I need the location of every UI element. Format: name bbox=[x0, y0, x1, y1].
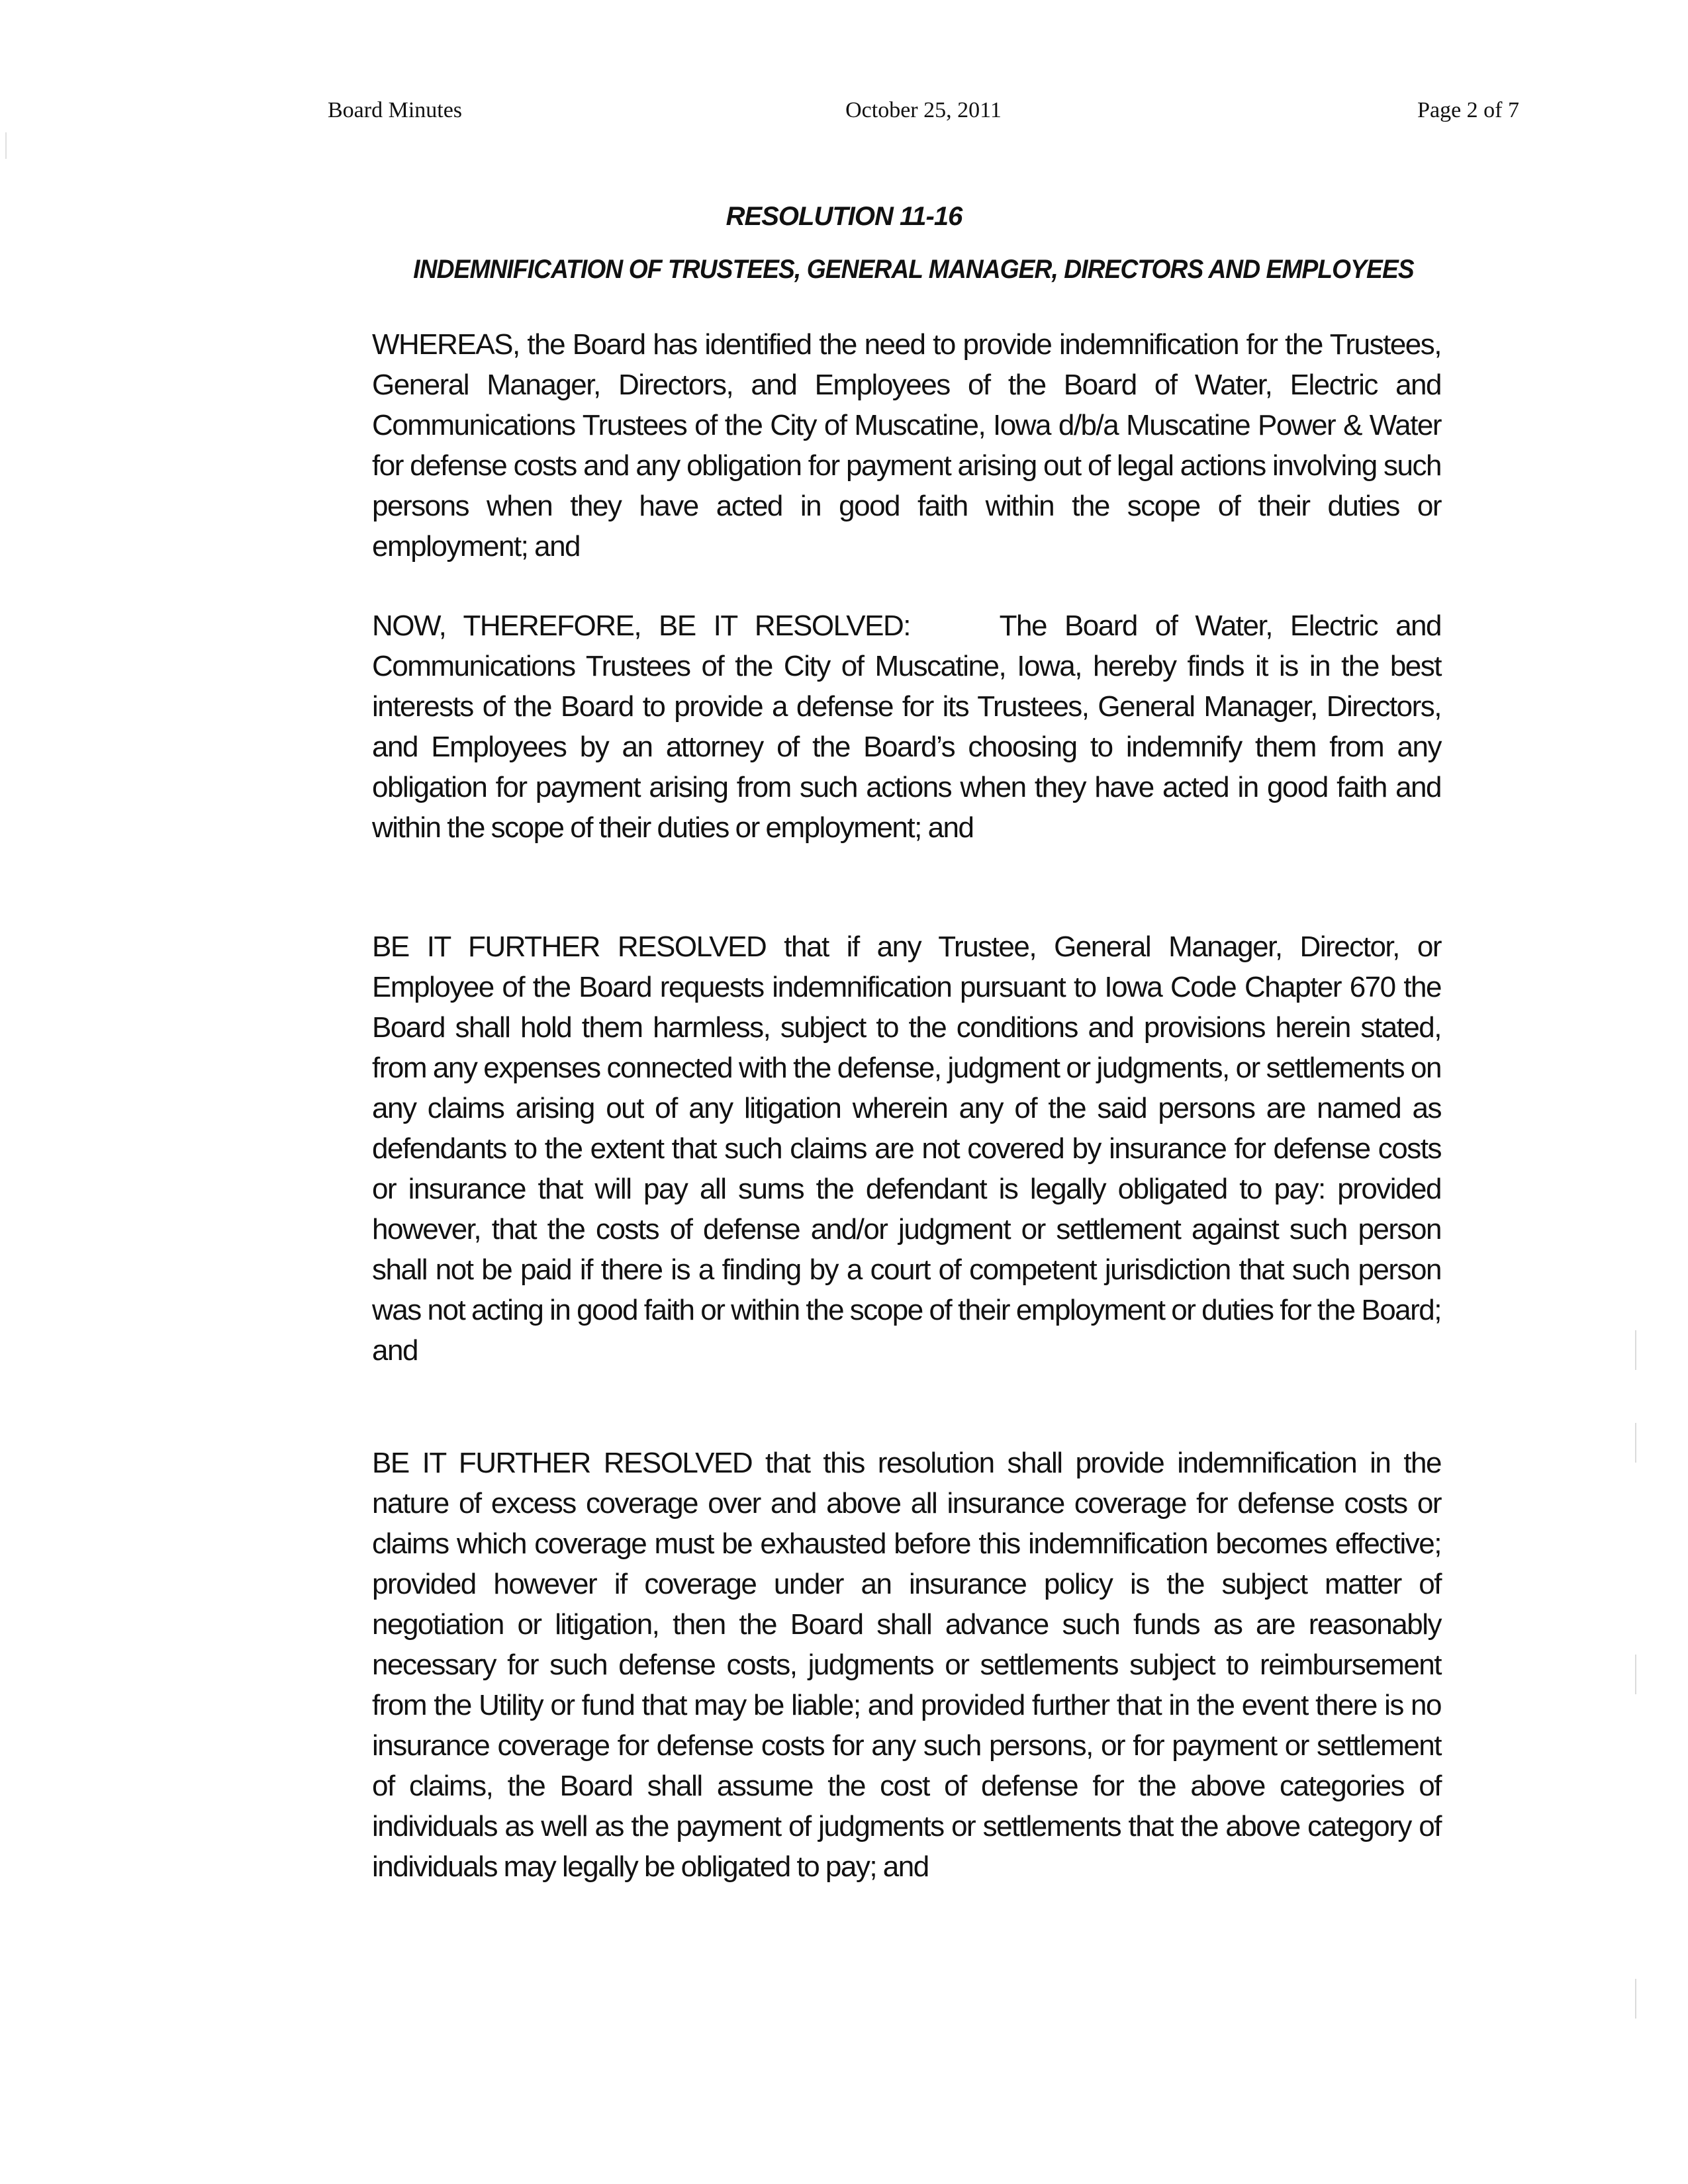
resolution-subject-title: INDEMNIFICATION OF TRUSTEES, GENERAL MANAGER, DIRECTORS AND EMPLOYEES bbox=[413, 255, 1414, 284]
scan-artifact bbox=[1635, 1655, 1636, 1694]
scan-artifact bbox=[1635, 1979, 1636, 2019]
header-date: October 25, 2011 bbox=[845, 98, 1002, 122]
paragraph-text: BE IT FURTHER RESOLVED that if any Trustee, General Manager, Director, or Employee of the Board requests indemnification pursuant to Iowa Code Chapter 670 the Board shall hold them harmless, subject to the conditions and provisions herein stated, from any expenses connected with the defense, judgment or judgments, or settlements on any claims arising out of any litigation wherein any of the said persons are named as defendants to the extent that such claims are not covered by insurance for defense costs or insurance that will pay all sums the defendant is legally obligated to pay: provided however, that the costs of defense and/or judgment or settlement against such person shall not be paid if there is a finding by a court of competent jurisdiction that such person was not acting in good faith or within the scope of their employment or duties for the Board; and bbox=[372, 931, 1441, 1367]
header-document-name: Board Minutes bbox=[328, 98, 463, 122]
running-header bbox=[328, 98, 1519, 131]
further-resolved-paragraph-2 bbox=[372, 1443, 1441, 1887]
paragraph-text: BE IT FURTHER RESOLVED that this resolution shall provide indemnification in the nature of excess coverage over and above all insurance coverage for defense costs or claims which coverage must be exhausted before this indemnification becomes effective; provided however if coverage under an insurance policy is the subject matter of negotiation or litigation, then the Board shall advance such funds as are reasonably necessary for such defense costs, judgments or settlements subject to reimbursement from the Utility or fund that may be liable; and provided further that in the event there is no insurance coverage for defense costs for any such persons, or for payment or settlement of claims, the Board shall assume the cost of defense for the above categories of individuals as well as the payment of judgments or settlements that the above category of individuals may legally be obligated to pay; and bbox=[372, 1447, 1441, 1883]
now-therefore-paragraph bbox=[372, 606, 1441, 848]
resolution-number-title: RESOLUTION 11-16 bbox=[726, 202, 962, 231]
scan-artifact bbox=[5, 132, 7, 159]
further-resolved-paragraph-1 bbox=[372, 927, 1441, 1371]
paragraph-text: NOW, THEREFORE, BE IT RESOLVED: The Board of Water, Electric and Communications Trustees of the City of Muscatine, Iowa, hereby finds it is in the best interests of the Board to provide a defense for its Trustees, General Manager, Directors, and Employees by an attorney of the Board’s choosing to indemnify them from any obligation for payment arising from such actions when they have acted in good faith and within the scope of their duties or employment; and bbox=[372, 610, 1441, 844]
scan-artifact bbox=[1635, 1423, 1636, 1463]
whereas-paragraph bbox=[372, 324, 1441, 567]
paragraph-text: WHEREAS, the Board has identified the need to provide indemnification for the Trustees, General Manager, Directors, and Employees of the Board of Water, Electric and Communications Trustees of the City of Muscatine, Iowa d/b/a Muscatine Power & Water for defense costs and any obligation for payment arising out of legal actions involving such persons when they have acted in good faith within the scope of their duties or employment; and bbox=[372, 328, 1441, 563]
scan-artifact bbox=[1635, 1330, 1636, 1370]
header-page-number: Page 2 of 7 bbox=[1417, 98, 1519, 122]
